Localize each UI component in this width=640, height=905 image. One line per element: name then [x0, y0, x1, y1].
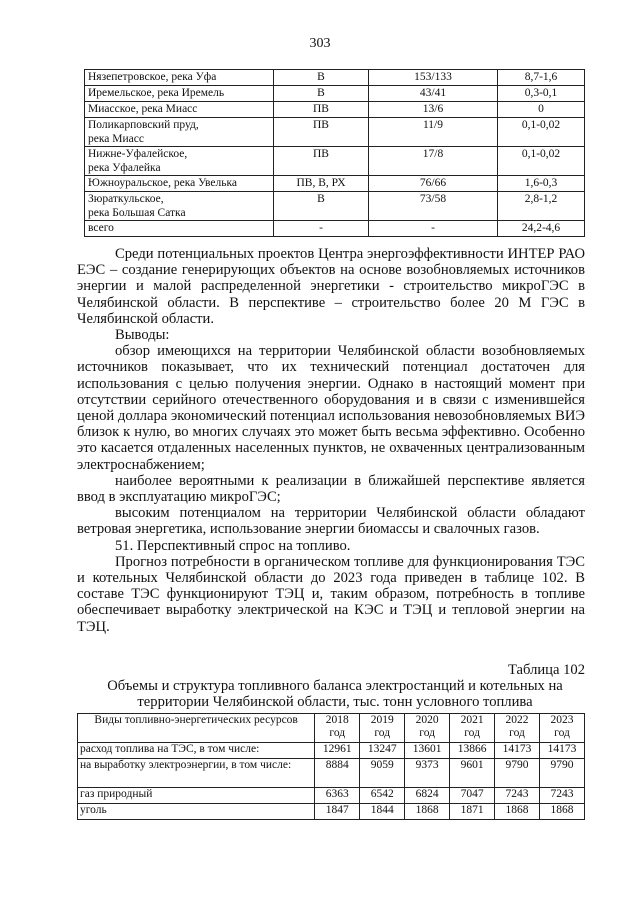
hydro-output-cell: 0,3-0,1 [498, 86, 585, 102]
fuel-value-cell: 14173 [539, 743, 584, 759]
hydro-table-row [85, 118, 585, 147]
hydro-power-cell: 13/6 [369, 102, 498, 118]
fuel-table-row [78, 788, 585, 804]
hydro-power-cell: 17/8 [369, 147, 498, 176]
fuel-value-cell: 1844 [360, 804, 405, 820]
table-label: Таблица 102 [507, 662, 585, 678]
fuel-header-year [495, 714, 540, 743]
hydro-output-cell: 0 [498, 102, 585, 118]
fuel-value-cell: 13601 [405, 743, 450, 759]
year-value: 2023 [550, 714, 574, 726]
hydro-output-cell: 0,1-0,02 [498, 147, 585, 176]
fuel-value-cell: 9790 [539, 759, 584, 788]
fuel-value-cell: 6542 [360, 788, 405, 804]
hydro-type-cell: ПВ [274, 147, 369, 176]
paragraph-projects: Среди потенциальных проектов Центра энергоэффективности ИНТЕР РАО ЕЭС – создание генерирующих объектов на основе возобновляемых источников энергии и малой распределенной энергетики - строительство микроГЭС в Челябинской области. В перспективе – строительство более 20 М ГЭС в Челябинской области. [77, 246, 585, 327]
fuel-header-year [360, 714, 405, 743]
fuel-value-cell: 9601 [450, 759, 495, 788]
hydro-type-cell: ПВ [274, 118, 369, 147]
fuel-table-row [78, 743, 585, 759]
hydro-name-cell: всего [85, 221, 274, 237]
fuel-table-row [78, 759, 585, 788]
hydro-table-row [85, 147, 585, 176]
conclusion-item: обзор имеющихся на территории Челябинской области возобновляемых источников показывает, что их технический потенциал достаточен для использования с целью получения энергии. Однако в настоящий момент при отсутствии серийного отечественного оборудования и в связи с изменившейся ценой доллара экономический потенциал использования невозобновляемых ВИЭ близок к нулю, во многих случаях это может быть весьма эффективно. Особенно это касается отдаленных населенных пунктов, не охваченных централизованным электроснабжением; [77, 343, 585, 473]
fuel-value-cell: 14173 [495, 743, 540, 759]
hydro-table-row [85, 86, 585, 102]
hydro-type-cell: В [274, 70, 369, 86]
hydro-table-row [85, 221, 585, 237]
fuel-header-year [315, 714, 360, 743]
fuel-value-cell: 1871 [450, 804, 495, 820]
year-value: 2020 [415, 714, 439, 726]
hydro-name-cell: Зюраткульское, река Большая Сатка [85, 192, 274, 221]
hydro-type-cell: ПВ [274, 102, 369, 118]
fuel-balance-table [77, 713, 585, 820]
fuel-value-cell: 9373 [405, 759, 450, 788]
year-value: 2018 [325, 714, 349, 726]
hydro-name-cell: Иремельское, река Иремель [85, 86, 274, 102]
year-suffix: год [419, 727, 435, 739]
fuel-value-cell: 6824 [405, 788, 450, 804]
fuel-row-label: расход топлива на ТЭС, в том числе: [78, 743, 315, 759]
fuel-value-cell: 7243 [539, 788, 584, 804]
table-caption: Объемы и структура топливного баланса электростанций и котельных на территории Челябинской области, тыс. тонн условного топлива [107, 678, 563, 710]
hydro-output-cell: 1,6-0,3 [498, 176, 585, 192]
hydro-output-cell: 2,8-1,2 [498, 192, 585, 221]
fuel-value-cell: 9790 [495, 759, 540, 788]
year-value: 2021 [460, 714, 484, 726]
fuel-value-cell: 7047 [450, 788, 495, 804]
fuel-value-cell: 1868 [405, 804, 450, 820]
year-value: 2019 [370, 714, 394, 726]
fuel-header-year [539, 714, 584, 743]
fuel-table-header-row [78, 714, 585, 743]
hydro-output-cell: 8,7-1,6 [498, 70, 585, 86]
hydro-type-cell: ПВ, В, РХ [274, 176, 369, 192]
hydro-power-cell: 11/9 [369, 118, 498, 147]
fuel-value-cell: 8884 [315, 759, 360, 788]
hydro-name-cell: Нижне-Уфалейское, река Уфалейка [85, 147, 274, 176]
page-number: 303 [309, 36, 331, 51]
hydro-name-cell: Южноуральское, река Увелька [85, 176, 274, 192]
year-value: 2022 [505, 714, 529, 726]
hydro-name-cell: Поликарповский пруд, река Миасс [85, 118, 274, 147]
hydro-output-cell: 24,2-4,6 [498, 221, 585, 237]
fuel-value-cell: 7243 [495, 788, 540, 804]
year-suffix: год [509, 727, 525, 739]
fuel-value-cell: 1847 [315, 804, 360, 820]
hydro-type-cell: В [274, 192, 369, 221]
conclusion-item: наиболее вероятными к реализации в ближайшей перспективе является ввод в эксплуатацию микроГЭС; [77, 472, 585, 506]
hydro-power-cell: - [369, 221, 498, 237]
hydro-name-cell: Нязепетровское, река Уфа [85, 70, 274, 86]
year-suffix: год [329, 727, 346, 739]
fuel-value-cell: 1868 [495, 804, 540, 820]
hydro-power-cell: 73/58 [369, 192, 498, 221]
hydro-power-cell: 43/41 [369, 86, 498, 102]
fuel-row-label: на выработку электроэнергии, в том числе: [78, 759, 315, 788]
hydro-power-cell: 153/133 [369, 70, 498, 86]
fuel-value-cell: 12961 [315, 743, 360, 759]
section-heading: 51. Перспективный спрос на топливо. [115, 537, 351, 554]
hydro-table-row [85, 70, 585, 86]
hydro-name-cell: Миасское, река Миасс [85, 102, 274, 118]
hydro-table-row [85, 192, 585, 221]
hydro-projects-table [84, 69, 585, 237]
hydro-table-row [85, 102, 585, 118]
fuel-header-year [405, 714, 450, 743]
conclusions-heading: Выводы: [115, 327, 170, 344]
fuel-row-label: уголь [78, 804, 315, 820]
paragraph-fuel-forecast: Прогноз потребности в органическом топливе для функционирования ТЭС и котельных Челябинской области до 2023 года приведен в таблице 102. В составе ТЭС функционируют ТЭЦ и, таким образом, потребность в топливе обеспечивает выработку электрической на КЭС и ТЭЦ и тепловой энергии на ТЭЦ. [77, 553, 585, 635]
fuel-value-cell: 6363 [315, 788, 360, 804]
year-suffix: год [374, 727, 391, 739]
hydro-table-row [85, 176, 585, 192]
fuel-value-cell: 13247 [360, 743, 405, 759]
fuel-row-label: газ природный [78, 788, 315, 804]
hydro-type-cell: В [274, 86, 369, 102]
fuel-header-label: Виды топливно-энергетических ресурсов [78, 714, 315, 743]
fuel-table-row [78, 804, 585, 820]
fuel-value-cell: 9059 [360, 759, 405, 788]
hydro-type-cell: - [274, 221, 369, 237]
conclusion-item: высоким потенциалом на территории Челябинской области обладают ветровая энергетика, использование энергии биомассы и свалочных газов. [77, 505, 585, 538]
fuel-header-year [450, 714, 495, 743]
fuel-value-cell: 1868 [539, 804, 584, 820]
hydro-output-cell: 0,1-0,02 [498, 118, 585, 147]
year-suffix: год [464, 727, 480, 739]
fuel-value-cell: 13866 [450, 743, 495, 759]
body-text-top [77, 246, 585, 635]
hydro-power-cell: 76/66 [369, 176, 498, 192]
year-suffix: год [554, 727, 570, 739]
